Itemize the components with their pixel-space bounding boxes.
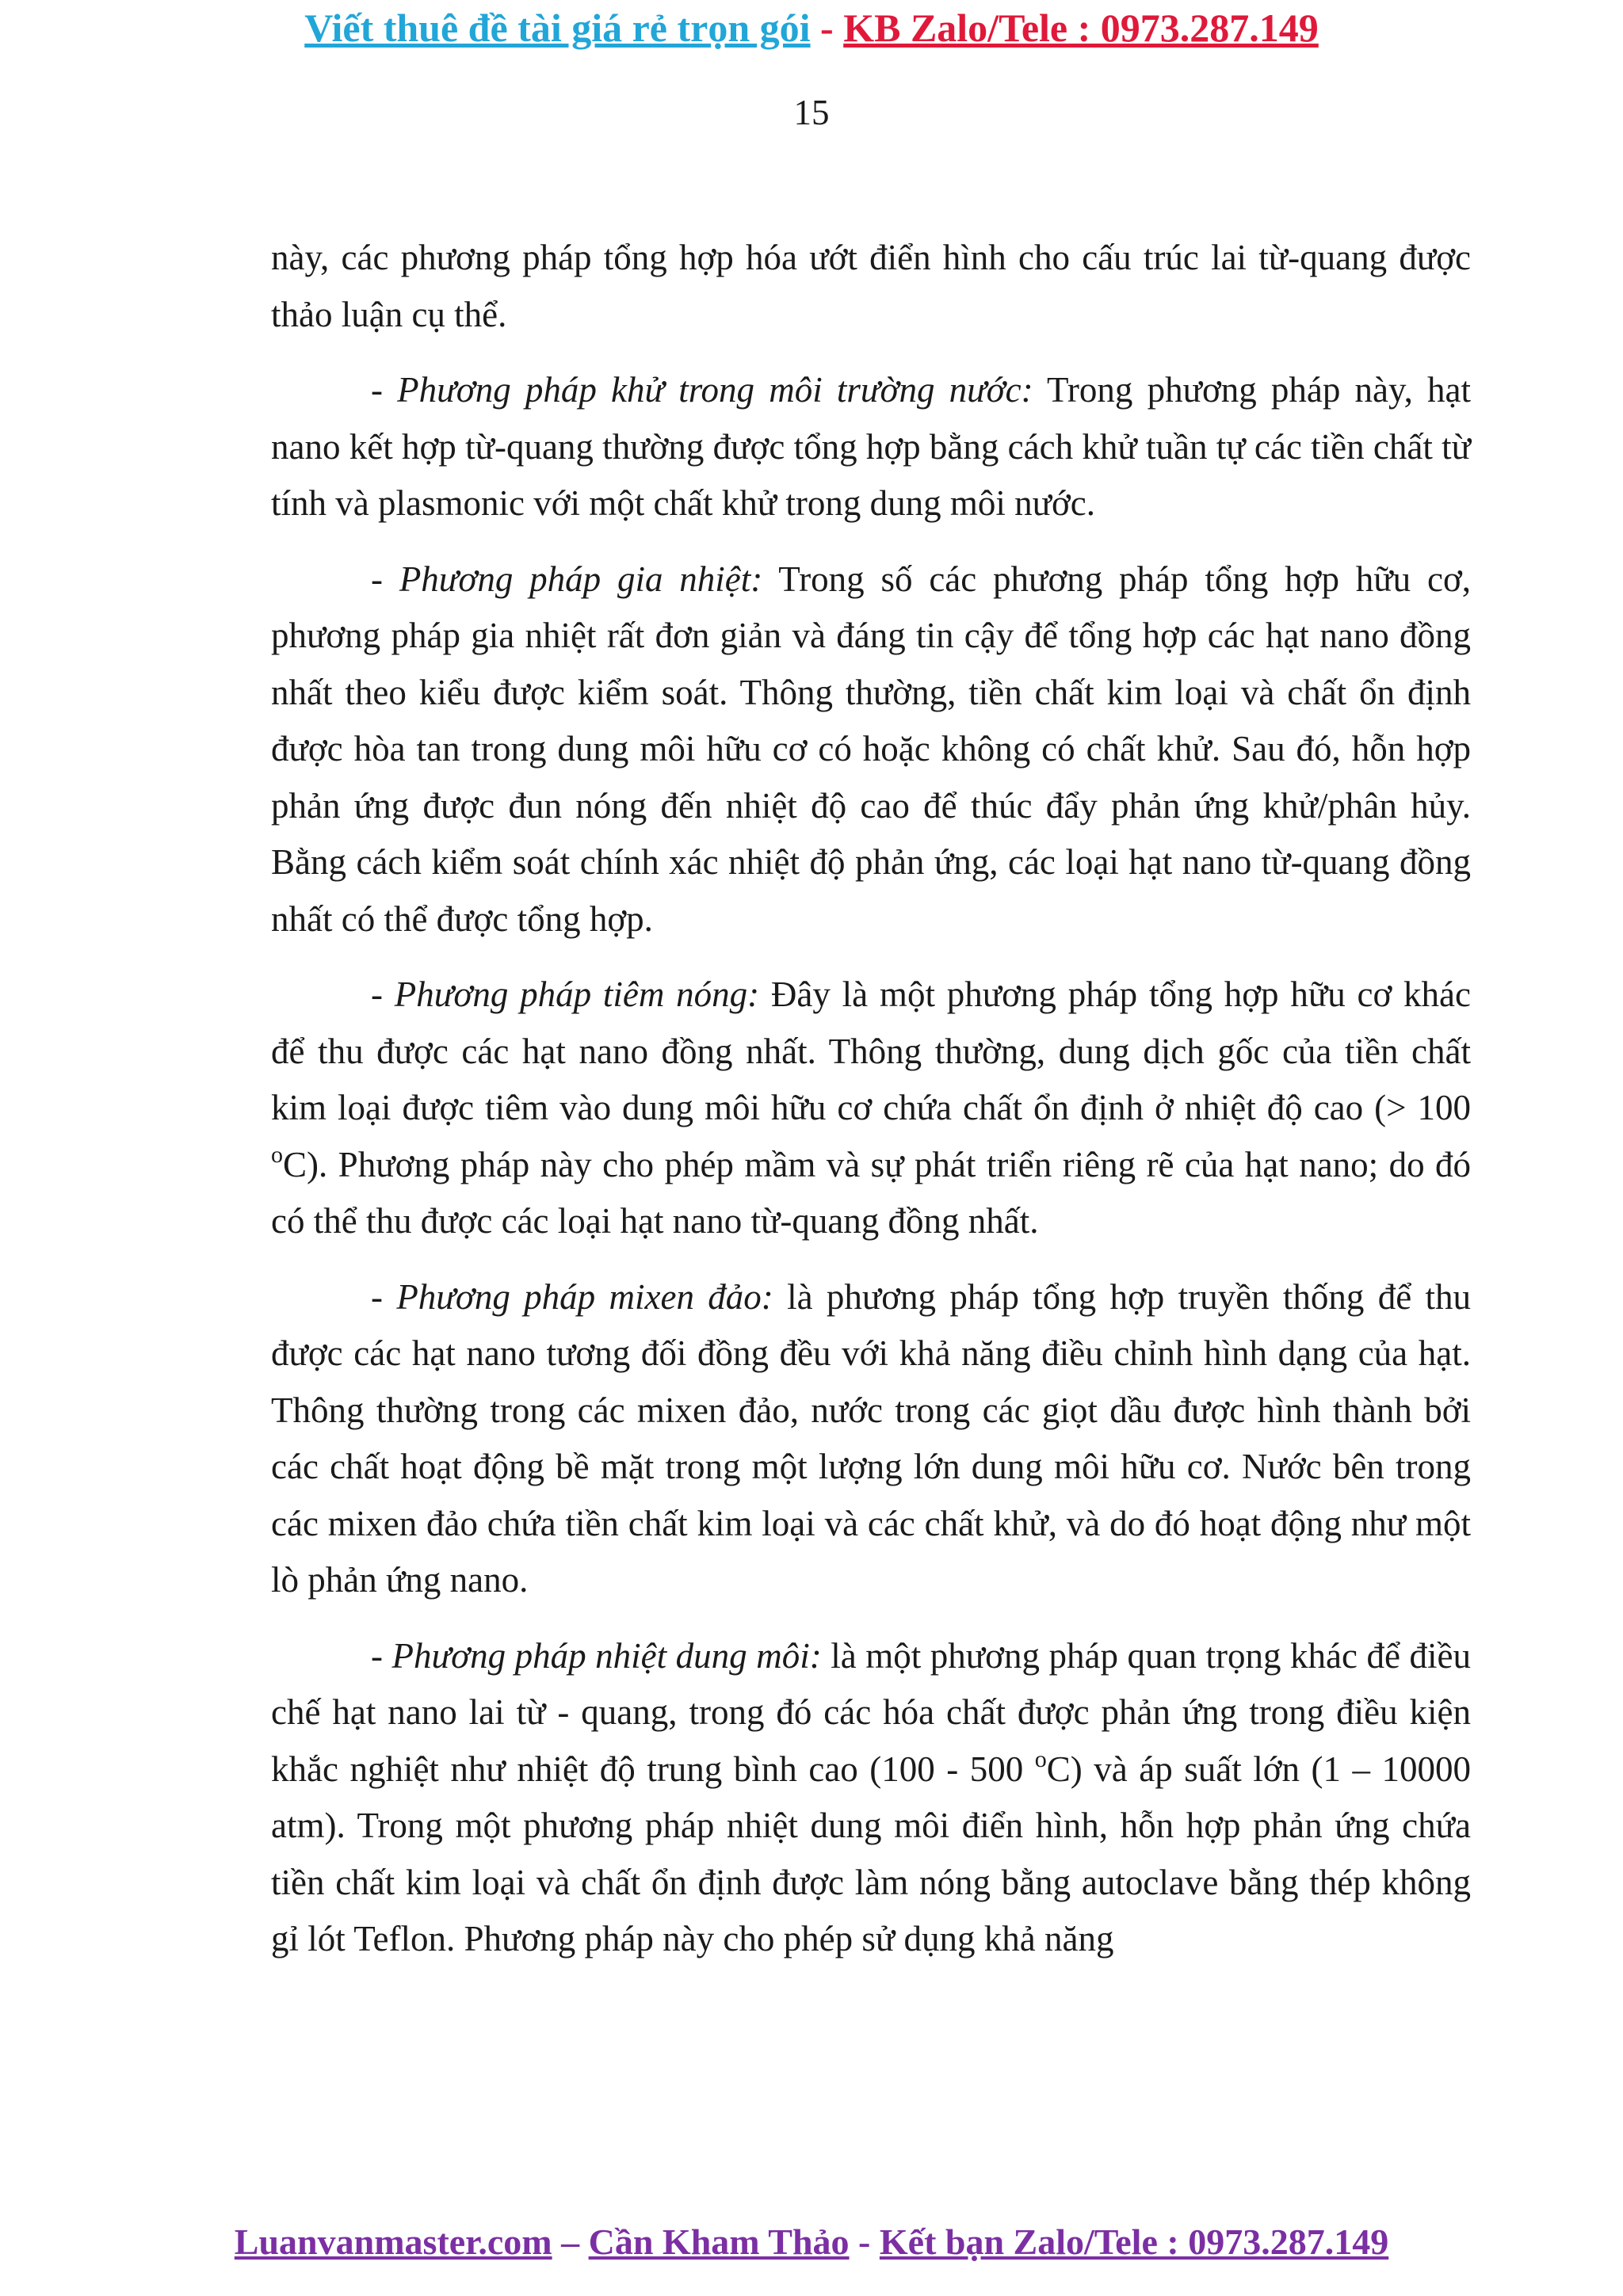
document-body: [271, 230, 1471, 1987]
method-description: Trong phương pháp này, hạt nano kết hợp từ-quang thường được tổng hợp bằng cách khử tuần tự các tiền chất từ tính và plasmonic với một chất khử trong dung môi nước.: [271, 370, 1471, 523]
paragraph-heating-method: [271, 551, 1471, 948]
method-title: Phương pháp tiêm nóng:: [394, 974, 760, 1014]
footer-separator: -: [849, 2222, 880, 2262]
list-dash: -: [371, 1635, 392, 1676]
method-title: Phương pháp mixen đảo:: [396, 1276, 773, 1317]
method-description: là một phương pháp quan trọng khác để điều chế hạt nano lai từ - quang, trong đó các hóa chất được phản ứng trong điều kiện khắc nghiệt như nhiệt độ trung bình cao (100 - 500: [271, 1635, 1471, 1789]
paragraph-hot-injection: [271, 967, 1471, 1250]
method-description: là phương pháp tổng hợp truyền thống để thu được các hạt nano tương đối đồng đều với khả năng điều chỉnh hình dạng của hạt. Thông thường trong các mixen đảo, nước trong các giọt dầu được hình thành bởi các chất hoạt động bề mặt trong một lượng lớn dung môi hữu cơ. Nước bên trong các mixen đảo chứa tiền chất kim loại và các chất khử, và do đó hoạt động như một lò phản ứng nano.: [271, 1276, 1471, 1600]
method-description-cont: C) và áp suất lớn (1 – 10000 atm). Trong một phương pháp nhiệt dung môi điển hình, hỗn hợp phản ứng chứa tiền chất kim loại và chất ổn định được làm nóng bằng autoclave bằng thép không gỉ lót Teflon. Phương pháp này cho phép sử dụng khả năng: [271, 1749, 1471, 1958]
method-title: Phương pháp khử trong môi trường nước:: [397, 370, 1033, 410]
list-dash: -: [371, 1276, 397, 1317]
list-dash: -: [371, 559, 399, 599]
footer-site-link[interactable]: Luanvanmaster.com: [234, 2222, 552, 2262]
method-description-cont: C). Phương pháp này cho phép mầm và sự phát triển riêng rẽ của hạt nano; do đó có thể thu được các loại hạt nano từ-quang đồng nhất.: [271, 1144, 1471, 1241]
method-title: Phương pháp nhiệt dung môi:: [391, 1635, 822, 1676]
method-description: Trong số các phương pháp tổng hợp hữu cơ, phương pháp gia nhiệt rất đơn giản và đáng tin cậy để tổng hợp các hạt nano đồng nhất theo kiểu được kiểm soát. Thông thường, tiền chất kim loại và chất ổn định được hòa tan trong dung môi hữu cơ có hoặc không có chất khử. Sau đó, hỗn hợp phản ứng được đun nóng đến nhiệt độ cao để thúc đẩy phản ứng khử/phân hủy. Bằng cách kiểm soát chính xác nhiệt độ phản ứng, các loại hạt nano từ-quang đồng nhất có thể được tổng hợp.: [271, 559, 1471, 939]
footer-contact-link[interactable]: Kết bạn Zalo/Tele : 0973.287.149: [879, 2222, 1389, 2262]
page-footer: [0, 2218, 1623, 2266]
method-description: Đây là một phương pháp tổng hợp hữu cơ khác để thu được các hạt nano đồng nhất. Thông thường, dung dịch gốc của tiền chất kim loại được tiêm vào dung môi hữu cơ chứa chất ổn định ở nhiệt độ cao (> 100: [271, 974, 1471, 1127]
degree-superscript: o: [271, 1141, 283, 1168]
list-dash: -: [371, 370, 398, 410]
paragraph-intro-continuation: này, các phương pháp tổng hợp hóa ướt điển hình cho cấu trúc lai từ-quang được thảo luận cụ thể.: [271, 238, 1471, 334]
list-dash: -: [371, 974, 395, 1014]
footer-separator: –: [552, 2222, 589, 2262]
page-header: [0, 2, 1623, 54]
header-contact-link[interactable]: KB Zalo/Tele : 0973.287.149: [843, 6, 1319, 50]
paragraph-reverse-micelle: [271, 1269, 1471, 1609]
paragraph-aqueous-reduction: [271, 362, 1471, 532]
method-title: Phương pháp gia nhiệt:: [399, 559, 763, 599]
degree-superscript: o: [1034, 1745, 1047, 1772]
header-separator: -: [810, 6, 844, 50]
paragraph-solvothermal: [271, 1628, 1471, 1968]
page-number: 15: [793, 93, 830, 132]
header-service-link[interactable]: Viết thuê đề tài giá rẻ trọn gói: [304, 6, 811, 50]
footer-name-link[interactable]: Cần Kham Thảo: [588, 2222, 850, 2262]
